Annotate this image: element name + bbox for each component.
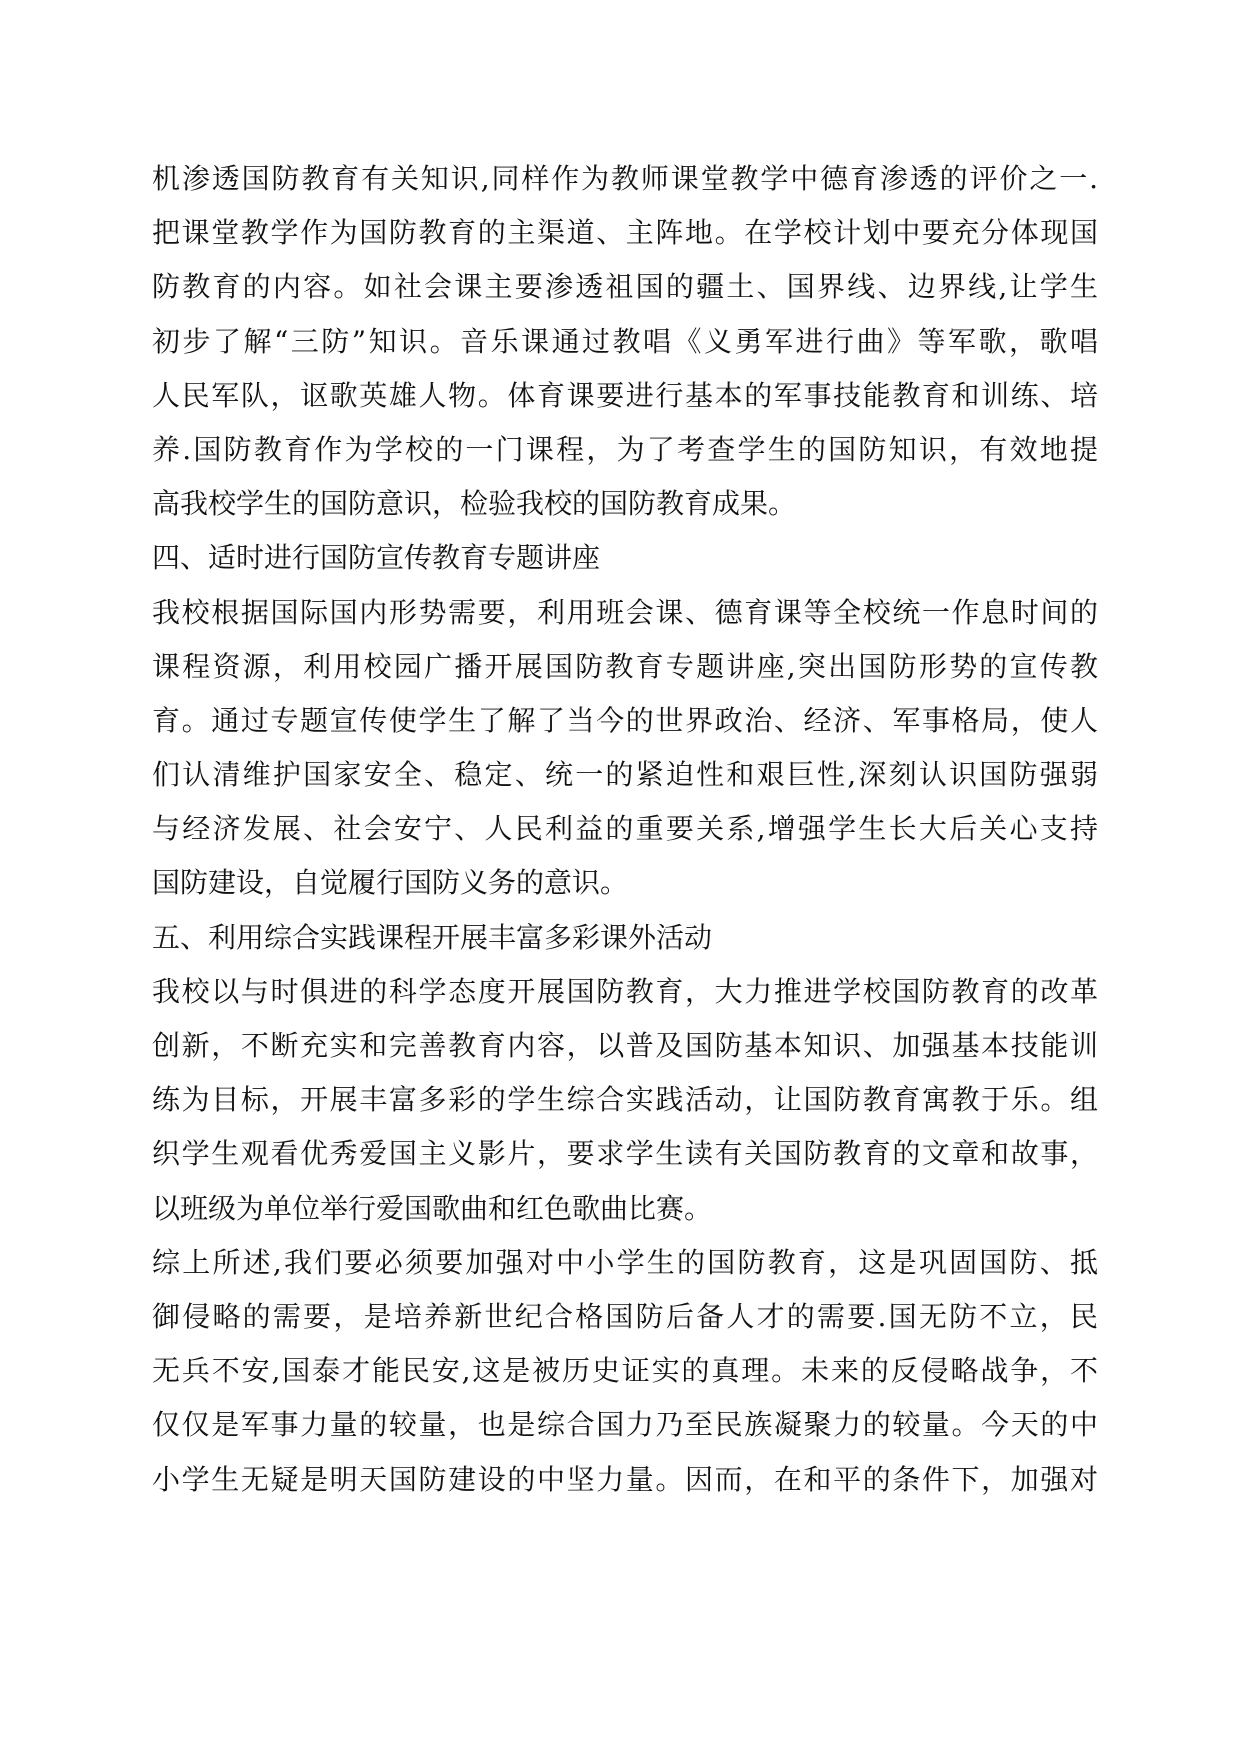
text-line: 人民军队，讴歌英雄人物。体育课要进行基本的军事技能教育和训练、培	[152, 378, 1098, 412]
text-line: 防教育的内容。如社会课主要渗透祖国的疆土、国界线、边界线,让学生	[152, 270, 1098, 304]
text-line: 以班级为单位举行爱国歌曲和红色歌曲比赛。	[152, 1191, 713, 1225]
text-line: 国防建设，自觉履行国防义务的意识。	[152, 866, 629, 900]
text-line: 初步了解“三防”知识。音乐课通过教唱《义勇军进行曲》等军歌，歌唱	[152, 324, 1098, 358]
text-line: 创新，不断充实和完善教育内容，以普及国防基本知识、加强基本技能训	[152, 1029, 1098, 1062]
text-line: 机渗透国防教育有关知识,同样作为教师课堂教学中德育渗透的评价之一.	[152, 162, 1098, 195]
section-heading: 四、适时进行国防宣传教育专题讲座	[152, 541, 601, 575]
text-line: 养.国防教育作为学校的一门课程，为了考查学生的国防知识，有效地提	[152, 432, 1098, 466]
text-line: 织学生观看优秀爱国主义影片，要求学生读有关国防教育的文章和故事，	[152, 1137, 1098, 1171]
text-line: 课程资源，利用校园广播开展国防教育专题讲座,突出国防形势的宣传教	[152, 649, 1098, 683]
text-line: 无兵不安,国泰才能民安,这是被历史证实的真理。未来的反侵略战争，不	[152, 1354, 1098, 1388]
text-line: 我校根据国际国内形势需要，利用班会课、德育课等全校统一作息时间的	[152, 595, 1098, 629]
text-line: 综上所述,我们要必须要加强对中小学生的国防教育，这是巩固国防、抵	[152, 1245, 1098, 1279]
text-line: 们认清维护国家安全、稳定、统一的紧迫性和艰巨性,深刻认识国防强弱	[152, 758, 1098, 792]
text-line: 练为目标，开展丰富多彩的学生综合实践活动，让国防教育寓教于乐。组	[152, 1083, 1098, 1117]
text-line: 高我校学生的国防意识，检验我校的国防教育成果。	[152, 487, 797, 521]
text-line: 我校以与时俱进的科学态度开展国防教育，大力推进学校国防教育的改革	[152, 974, 1098, 1008]
text-line: 把课堂教学作为国防教育的主渠道、主阵地。在学校计划中要充分体现国	[152, 216, 1098, 250]
text-line: 仅仅是军事力量的较量，也是综合国力乃至民族凝聚力的较量。今天的中	[152, 1408, 1098, 1442]
section-heading: 五、利用综合实践课程开展丰富多彩课外活动	[152, 920, 713, 954]
text-line: 小学生无疑是明天国防建设的中坚力量。因而，在和平的条件下，加强对	[152, 1462, 1098, 1496]
text-line: 御侵略的需要，是培养新世纪合格国防后备人才的需要.国无防不立，民	[152, 1299, 1098, 1333]
document-body	[152, 152, 1098, 1507]
text-line: 育。通过专题宣传使学生了解了当今的世界政治、经济、军事格局，使人	[152, 703, 1098, 737]
text-line: 与经济发展、社会安宁、人民利益的重要关系,增强学生长大后关心支持	[152, 812, 1098, 846]
